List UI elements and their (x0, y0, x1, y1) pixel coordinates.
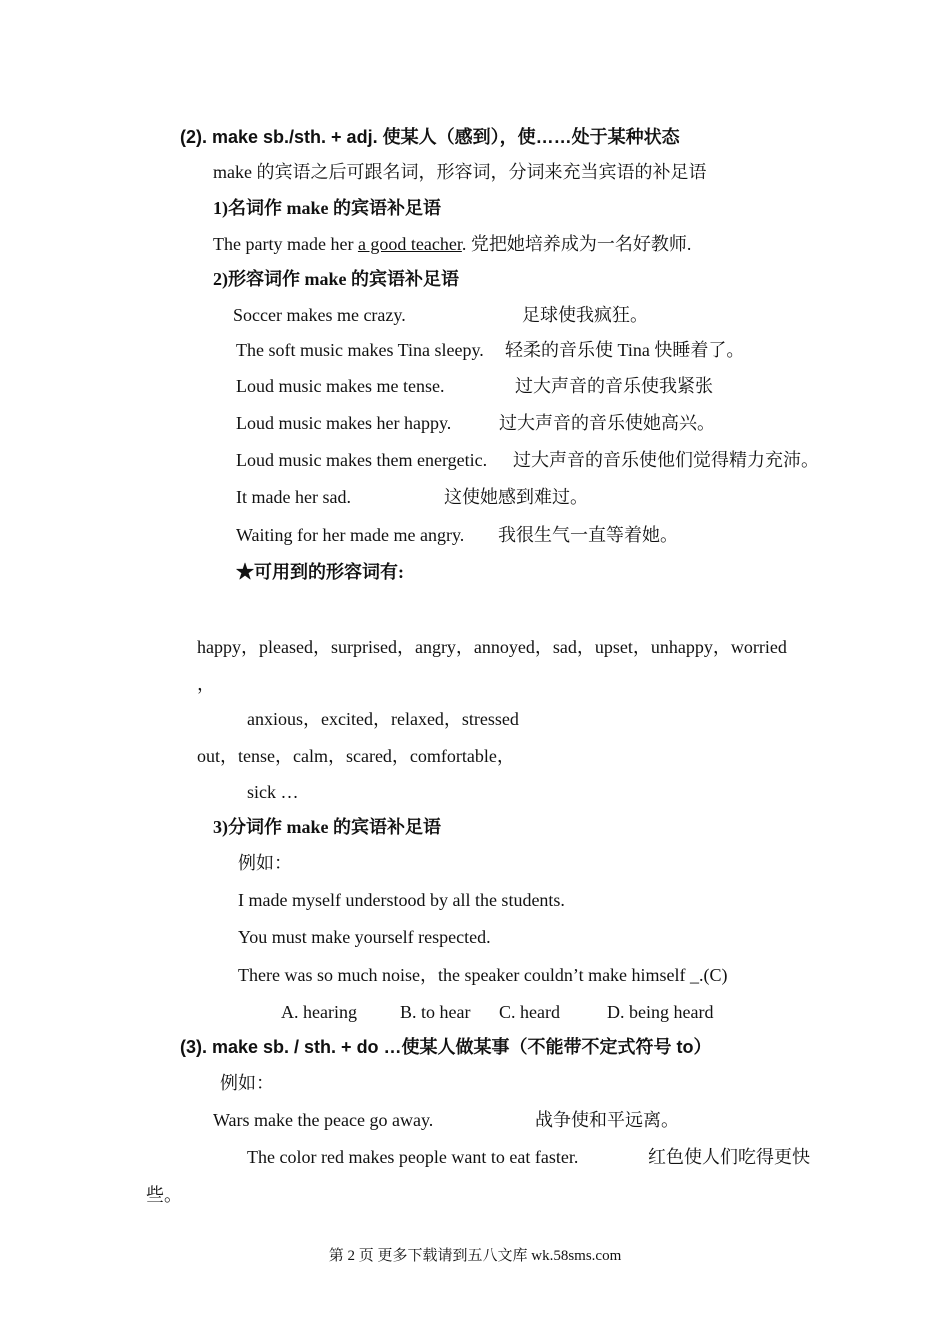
participle-example: I made myself understood by all the students. (238, 890, 565, 910)
adj-example-zh: 这使她感到难过。 (444, 487, 588, 507)
noun-example (213, 232, 691, 256)
do-example-en: The color red makes people want to eat faster. (247, 1147, 579, 1167)
heading-section-3: (3). make sb. / sth. + do …使某人做某事（不能带不定式符号 to） (180, 1037, 712, 1057)
adjective-list-line: out，tense，calm，scared，comfortable， (197, 746, 515, 766)
adj-example-en: Soccer makes me crazy. (233, 305, 406, 325)
subheading-noun-complement: 1)名词作 make 的宾语补足语 (213, 198, 441, 218)
do-example-wrap: 些。 (146, 1185, 182, 1205)
do-example-zh: 红色使人们吃得更快 (648, 1147, 810, 1167)
adj-example-en: Loud music makes me tense. (236, 376, 445, 396)
adj-example-zh: 过大声音的音乐使她高兴。 (499, 413, 715, 433)
noun-example-post: . 党把她培养成为一名好教师. (461, 234, 692, 254)
adjective-list-title: ★可用到的形容词有: (236, 562, 404, 582)
adjective-list-line: happy，pleased，surprised，angry，annoyed，sad，upset，unhappy，worried (197, 637, 787, 657)
adjective-list-line: sick … (247, 782, 299, 802)
adjective-list-line: ， (197, 674, 215, 694)
answer-option: C. heard (499, 1002, 560, 1022)
subheading-adj-complement: 2)形容词作 make 的宾语补足语 (213, 269, 459, 289)
adj-example-zh: 过大声音的音乐使他们觉得精力充沛。 (513, 450, 819, 470)
subheading-participle-complement: 3)分词作 make 的宾语补足语 (213, 817, 441, 837)
adj-example-zh: 我很生气一直等着她。 (498, 525, 678, 545)
participle-example: There was so much noise，the speaker couldn’t make himself _.(C) (238, 965, 728, 985)
adj-example-en: Loud music makes them energetic. (236, 450, 488, 470)
example-label: 例如： (220, 1073, 274, 1093)
adjective-list-line: anxious，excited，relaxed，stressed (247, 709, 519, 729)
answer-option: D. being heard (607, 1002, 714, 1022)
noun-example-pre: The party made her (213, 234, 358, 254)
heading-section-2: (2). make sb./sth. + adj. 使某人（感到），使……处于某种状态 (180, 127, 680, 147)
noun-example-underlined: a good teacher (357, 234, 462, 254)
answer-option: B. to hear (400, 1002, 471, 1022)
do-example-zh: 战争使和平远离。 (535, 1110, 679, 1130)
adj-example-en: Waiting for her made me angry. (236, 525, 465, 545)
adj-example-en: It made her sad. (236, 487, 351, 507)
adj-example-en: Loud music makes her happy. (236, 413, 452, 433)
intro-text: make 的宾语之后可跟名词，形容词，分词来充当宾语的补足语 (213, 162, 707, 182)
adj-example-zh: 过大声音的音乐使我紧张 (515, 376, 713, 396)
do-example-en: Wars make the peace go away. (213, 1110, 434, 1130)
adj-example-zh: 轻柔的音乐使 Tina 快睡着了。 (505, 340, 745, 360)
example-label: 例如： (238, 853, 292, 873)
adj-example-en: The soft music makes Tina sleepy. (236, 340, 484, 360)
answer-option: A. hearing (281, 1002, 357, 1022)
page-footer: 第 2 页 更多下载请到五八文库 wk.58sms.com (328, 1248, 622, 1264)
participle-example: You must make yourself respected. (238, 927, 491, 947)
adj-example-zh: 足球使我疯狂。 (522, 305, 648, 325)
